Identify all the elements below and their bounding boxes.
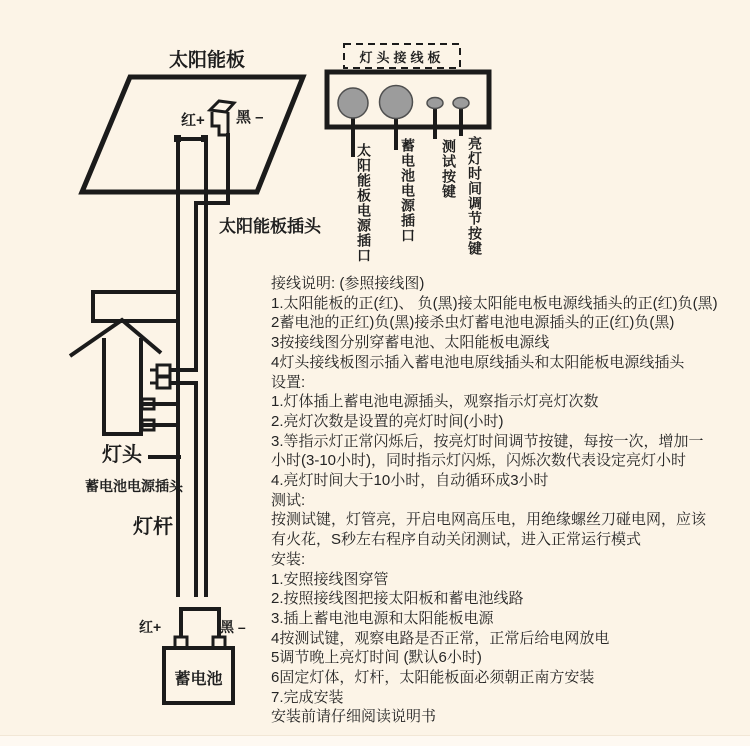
lamp-head-label: 灯头 xyxy=(102,444,142,466)
instruction-line: 4灯头接线板图示插入蓄电池电原线插头和太阳能板电源线插头 xyxy=(271,353,685,371)
battery-plug-staple xyxy=(181,609,219,638)
instruction-line: 安装: xyxy=(271,550,306,568)
label-time-adjust-button: 亮灯时间调节按键 xyxy=(467,136,483,256)
instruction-line: 4.亮灯时间大于10小时，自动循环成3小时 xyxy=(271,472,549,490)
instruction-line: 6固定灯体，灯杆，太阳能板面必须朝正南方安装 xyxy=(271,669,595,687)
solar-power-socket-icon xyxy=(338,88,368,118)
instruction-line: 接线说明: (参照接线图) xyxy=(271,275,425,292)
instruction-text-block xyxy=(271,274,743,727)
battery-red-plus-label: 红+ xyxy=(139,619,162,635)
label-solar-power-socket: 太阳能板电源插口 xyxy=(356,143,372,263)
instruction-line: 3.插上蓄电池电源和太阳能板电源 xyxy=(271,609,494,627)
instruction-line: 测试: xyxy=(271,491,306,509)
solar-panel-plug-label: 太阳能板插头 xyxy=(219,217,321,236)
instruction-line: 安装前请仔细阅读说明书 xyxy=(271,708,437,726)
footer-strip xyxy=(0,735,750,746)
panel-black-minus-label: 黑 – xyxy=(236,109,264,126)
solar-panel-shape xyxy=(82,77,303,192)
connection-board-title: 灯头接线板 xyxy=(359,50,445,65)
instruction-line: 2.按照接线图把接太阳板和蓄电池线路 xyxy=(271,590,524,608)
connector1-socket xyxy=(157,365,170,376)
battery-power-socket-icon xyxy=(380,86,413,119)
instruction-line: 5调节晚上亮灯时间 (默认6小时) xyxy=(271,649,482,667)
battery-black-minus-label: 黑 – xyxy=(220,619,246,635)
instruction-line: 1.太阳能板的正(红)、 负(黑)接太阳能电板电源线插头的正(红)负(黑) xyxy=(271,294,718,312)
instruction-line: 小时(3-10小时)，同时指示灯闪烁，闪烁次数代表设定亮灯小时 xyxy=(271,452,687,470)
instruction-line: 1.灯体插上蓄电池电源插头，观察指示灯亮灯次数 xyxy=(271,393,599,411)
test-button-icon xyxy=(427,98,443,109)
time-adjust-button-icon xyxy=(453,98,469,109)
instruction-line: 7.完成安装 xyxy=(271,688,344,706)
lamp-body xyxy=(104,338,141,434)
battery-name-label: 蓄电池 xyxy=(174,671,223,688)
instruction-line: 1.安照接线图穿管 xyxy=(271,570,389,588)
battery-plug-label: 蓄电池电源插头 xyxy=(85,478,183,494)
instruction-line: 3.等指示灯正常闪烁后，按亮灯时间调节按键，每按一次，增加一 xyxy=(271,432,704,450)
instruction-line: 设置: xyxy=(271,373,306,391)
instruction-line: 2蓄电池的正红)负(黑)接杀虫灯蓄电池电源插头的正(红)负(黑) xyxy=(271,314,675,332)
lamp-bracket xyxy=(93,292,178,321)
instruction-line: 3按接线图分别穿蓄电池、太阳能板电源线 xyxy=(271,334,550,352)
solar-panel-title: 太阳能板 xyxy=(169,50,246,71)
solar-plug-icon xyxy=(210,101,234,135)
label-battery-power-socket: 蓄电池电源插口 xyxy=(400,138,416,243)
instruction-line: 有火花，S秒左右程序自动关闭测试，进入正常运行模式 xyxy=(271,531,642,549)
instruction-line: 2.亮灯次数是设置的亮灯时间(小时) xyxy=(271,412,504,430)
panel-red-plus-label: 红+ xyxy=(181,112,205,129)
label-test-button: 测试按键 xyxy=(441,139,457,199)
instruction-line: 4按测试键，观察电路是否正常，正常后给电网放电 xyxy=(271,629,610,647)
connector2-socket xyxy=(157,377,170,388)
lamp-chevron xyxy=(70,320,161,356)
lamp-pole-label: 灯杆 xyxy=(133,516,173,538)
instruction-line: 按测试键，灯管亮，开启电网高压电，用绝缘螺丝刀碰电网，应该 xyxy=(271,511,707,529)
